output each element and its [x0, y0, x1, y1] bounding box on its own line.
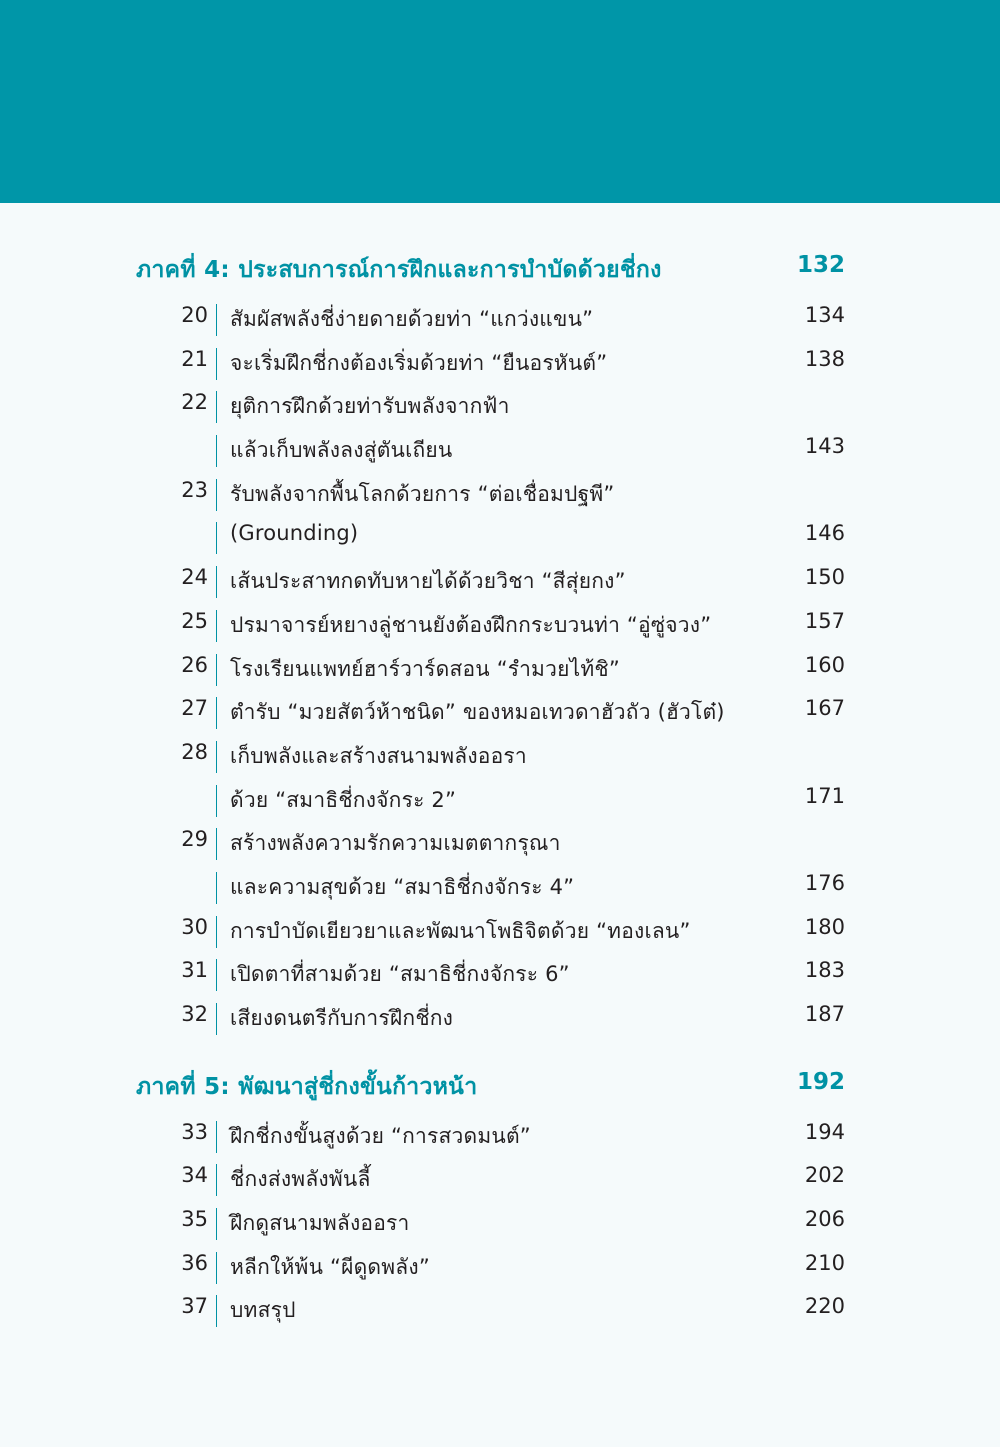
part-title: ภาคที่ 4: ประสบการณ์การฝึกและการบำบัดด้วยชี่กง: [136, 257, 662, 283]
divider-line: [216, 1295, 217, 1327]
toc-entry[interactable]: [0, 995, 1000, 1039]
chapter-title: เก็บพลังและสร้างสนามพลังออรา: [230, 743, 527, 768]
chapter-title: ยุติการฝึกด้วยท่ารับพลังจากฟ้า: [230, 394, 510, 419]
chapter-title: ฝึกชี่กงขั้นสูงด้วย “การสวดมนต์”: [230, 1123, 531, 1148]
chapter-page-number: 183: [804, 958, 845, 983]
chapter-number: 28: [181, 739, 208, 764]
chapter-title: ตำรับ “มวยสัตว์ห้าชนิด” ของหมอเทวดาฮัวถัว (ฮัวโต๋): [230, 700, 725, 725]
chapter-title: จะเริ่มฝึกชี่กงต้องเริ่มด้วยท่า “ยืนอรหันต์”: [230, 350, 608, 375]
divider-line: [216, 1121, 217, 1153]
divider-line: [216, 435, 217, 467]
toc-entry-line: [0, 1113, 1000, 1157]
chapter-title: สร้างพลังความรักความเมตตากรุณา: [230, 831, 561, 856]
chapter-page-number: 206: [804, 1207, 845, 1232]
chapter-page-number: 157: [804, 608, 845, 633]
chapter-number: 36: [181, 1250, 208, 1275]
divider-line: [216, 828, 217, 860]
divider-line: [216, 697, 217, 729]
toc-entry-line: [0, 602, 1000, 646]
part-page-number: 192: [796, 1068, 845, 1095]
divider-line: [216, 522, 217, 554]
chapter-number: 23: [181, 477, 208, 502]
chapter-title: หลีกให้พ้น “ผีดูดพลัง”: [230, 1254, 430, 1279]
chapter-page-number: 138: [804, 346, 845, 371]
chapter-number: 30: [181, 914, 208, 939]
chapter-number: 37: [181, 1294, 208, 1319]
toc-entry-line: [0, 1287, 1000, 1331]
toc-entry[interactable]: [0, 383, 1000, 470]
toc-entry[interactable]: [0, 602, 1000, 646]
toc-entry-line: [0, 1244, 1000, 1288]
toc-entry[interactable]: [0, 951, 1000, 995]
toc-entry[interactable]: [0, 1287, 1000, 1331]
chapter-title: (Grounding): [230, 521, 359, 546]
chapter-title: ฝึกดูสนามพลังออรา: [230, 1211, 410, 1236]
toc-entry-line: [0, 864, 1000, 908]
toc-entry[interactable]: [0, 1156, 1000, 1200]
chapter-title: เสียงดนตรีกับการฝึกชี่กง: [230, 1006, 454, 1030]
divider-line: [216, 610, 217, 642]
chapter-number: 24: [181, 565, 208, 590]
chapter-number: 35: [181, 1207, 208, 1232]
part-heading[interactable]: [0, 240, 1000, 296]
toc-entry[interactable]: [0, 1200, 1000, 1244]
divider-line: [216, 566, 217, 598]
part-title: ภาคที่ 5: พัฒนาสู่ชี่กงขั้นก้าวหน้า: [136, 1073, 478, 1100]
chapter-page-number: 171: [804, 783, 845, 808]
chapter-title: ปรมาจารย์หยางลู่ชานยังต้องฝึกกระบวนท่า “อู่ซู่จวง”: [230, 612, 712, 637]
chapter-title: รับพลังจากพื้นโลกด้วยการ “ต่อเชื่อมปฐพี”: [230, 481, 615, 506]
divider-line: [216, 479, 217, 511]
divider-line: [216, 654, 217, 686]
toc-entry-line: [0, 514, 1000, 558]
chapter-page-number: 176: [804, 870, 845, 895]
toc-entry[interactable]: [0, 558, 1000, 602]
chapter-number: 20: [181, 303, 208, 327]
toc-entry[interactable]: [0, 471, 1000, 558]
chapter-page-number: 220: [804, 1294, 845, 1319]
chapter-number: 21: [181, 346, 208, 371]
toc-entry-line: [0, 1156, 1000, 1200]
chapter-page-number: 134: [804, 303, 845, 327]
chapter-number: 22: [181, 390, 208, 415]
chapter-page-number: 194: [804, 1119, 845, 1144]
toc-entry[interactable]: [0, 296, 1000, 340]
chapter-title: และความสุขด้วย “สมาธิชี่กงจักระ 4”: [230, 874, 575, 899]
chapter-number: 29: [181, 827, 208, 852]
divider-line: [216, 348, 217, 380]
chapter-page-number: 202: [804, 1163, 845, 1188]
toc-entry[interactable]: [0, 340, 1000, 384]
toc-entry[interactable]: [0, 1244, 1000, 1288]
chapter-title: แล้วเก็บพลังลงสู่ตันเถียน: [230, 438, 453, 463]
chapter-number: 27: [181, 696, 208, 721]
chapter-title: โรงเรียนแพทย์ฮาร์วาร์ดสอน “รำมวยไท้ชิ”: [230, 656, 620, 681]
toc-entry-line: [0, 340, 1000, 384]
toc-entry[interactable]: [0, 733, 1000, 820]
chapter-page-number: 146: [804, 521, 845, 546]
chapter-page-number: 167: [804, 696, 845, 721]
toc-entry-line: [0, 558, 1000, 602]
toc-entry-line: [0, 296, 1000, 340]
toc-entry-line: [0, 1200, 1000, 1244]
toc-entry-line: [0, 995, 1000, 1039]
chapter-number: 33: [181, 1119, 208, 1144]
divider-line: [216, 304, 217, 336]
table-of-contents: [0, 240, 1000, 1331]
toc-entry-line: [0, 908, 1000, 952]
chapter-title: สัมผัสพลังชี่ง่ายดายด้วยท่า “แกว่งแขน”: [230, 307, 594, 331]
toc-entry[interactable]: [0, 820, 1000, 907]
toc-entry[interactable]: [0, 689, 1000, 733]
chapter-page-number: 143: [804, 434, 845, 459]
chapter-title: ชี่กงส่งพลังพันลี้: [230, 1167, 371, 1192]
toc-entry[interactable]: [0, 1113, 1000, 1157]
divider-line: [216, 741, 217, 773]
toc-entry-line: [0, 733, 1000, 777]
toc-entry[interactable]: [0, 646, 1000, 690]
chapter-title: เส้นประสาทกดทับหายได้ด้วยวิชา “สีสุ่ยกง”: [230, 569, 626, 594]
toc-entry-line: [0, 427, 1000, 471]
toc-entry-line: [0, 777, 1000, 821]
chapter-page-number: 187: [804, 1002, 845, 1026]
chapter-number: 34: [181, 1163, 208, 1188]
divider-line: [216, 1003, 217, 1035]
chapter-number: 26: [181, 652, 208, 677]
chapter-title: บทสรุป: [230, 1298, 296, 1323]
chapter-number: 32: [181, 1002, 208, 1026]
chapter-page-number: 160: [804, 652, 845, 677]
chapter-number: 31: [181, 958, 208, 983]
toc-entry-line: [0, 471, 1000, 515]
toc-entry-line: [0, 689, 1000, 733]
chapter-title: การบำบัดเยียวยาและพัฒนาโพธิจิตด้วย “ทองเลน”: [230, 918, 691, 943]
divider-line: [216, 916, 217, 948]
divider-line: [216, 1252, 217, 1284]
chapter-page-number: 180: [804, 914, 845, 939]
toc-entry-line: [0, 646, 1000, 690]
header-band: [0, 0, 1000, 203]
part-page-number: 132: [796, 252, 845, 278]
toc-entry-line: [0, 820, 1000, 864]
toc-entry-line: [0, 383, 1000, 427]
chapter-page-number: 210: [804, 1250, 845, 1275]
divider-line: [216, 959, 217, 991]
chapter-number: 25: [181, 608, 208, 633]
divider-line: [216, 391, 217, 423]
divider-line: [216, 1164, 217, 1196]
toc-entry-line: [0, 951, 1000, 995]
divider-line: [216, 785, 217, 817]
divider-line: [216, 1208, 217, 1240]
chapter-title: ด้วย “สมาธิชี่กงจักระ 2”: [230, 787, 457, 812]
chapter-page-number: 150: [804, 565, 845, 590]
part-heading[interactable]: [0, 1057, 1000, 1113]
part-spacer: [0, 1039, 1000, 1057]
toc-entry[interactable]: [0, 908, 1000, 952]
chapter-title: เปิดตาที่สามด้วย “สมาธิชี่กงจักระ 6”: [230, 962, 570, 987]
divider-line: [216, 872, 217, 904]
